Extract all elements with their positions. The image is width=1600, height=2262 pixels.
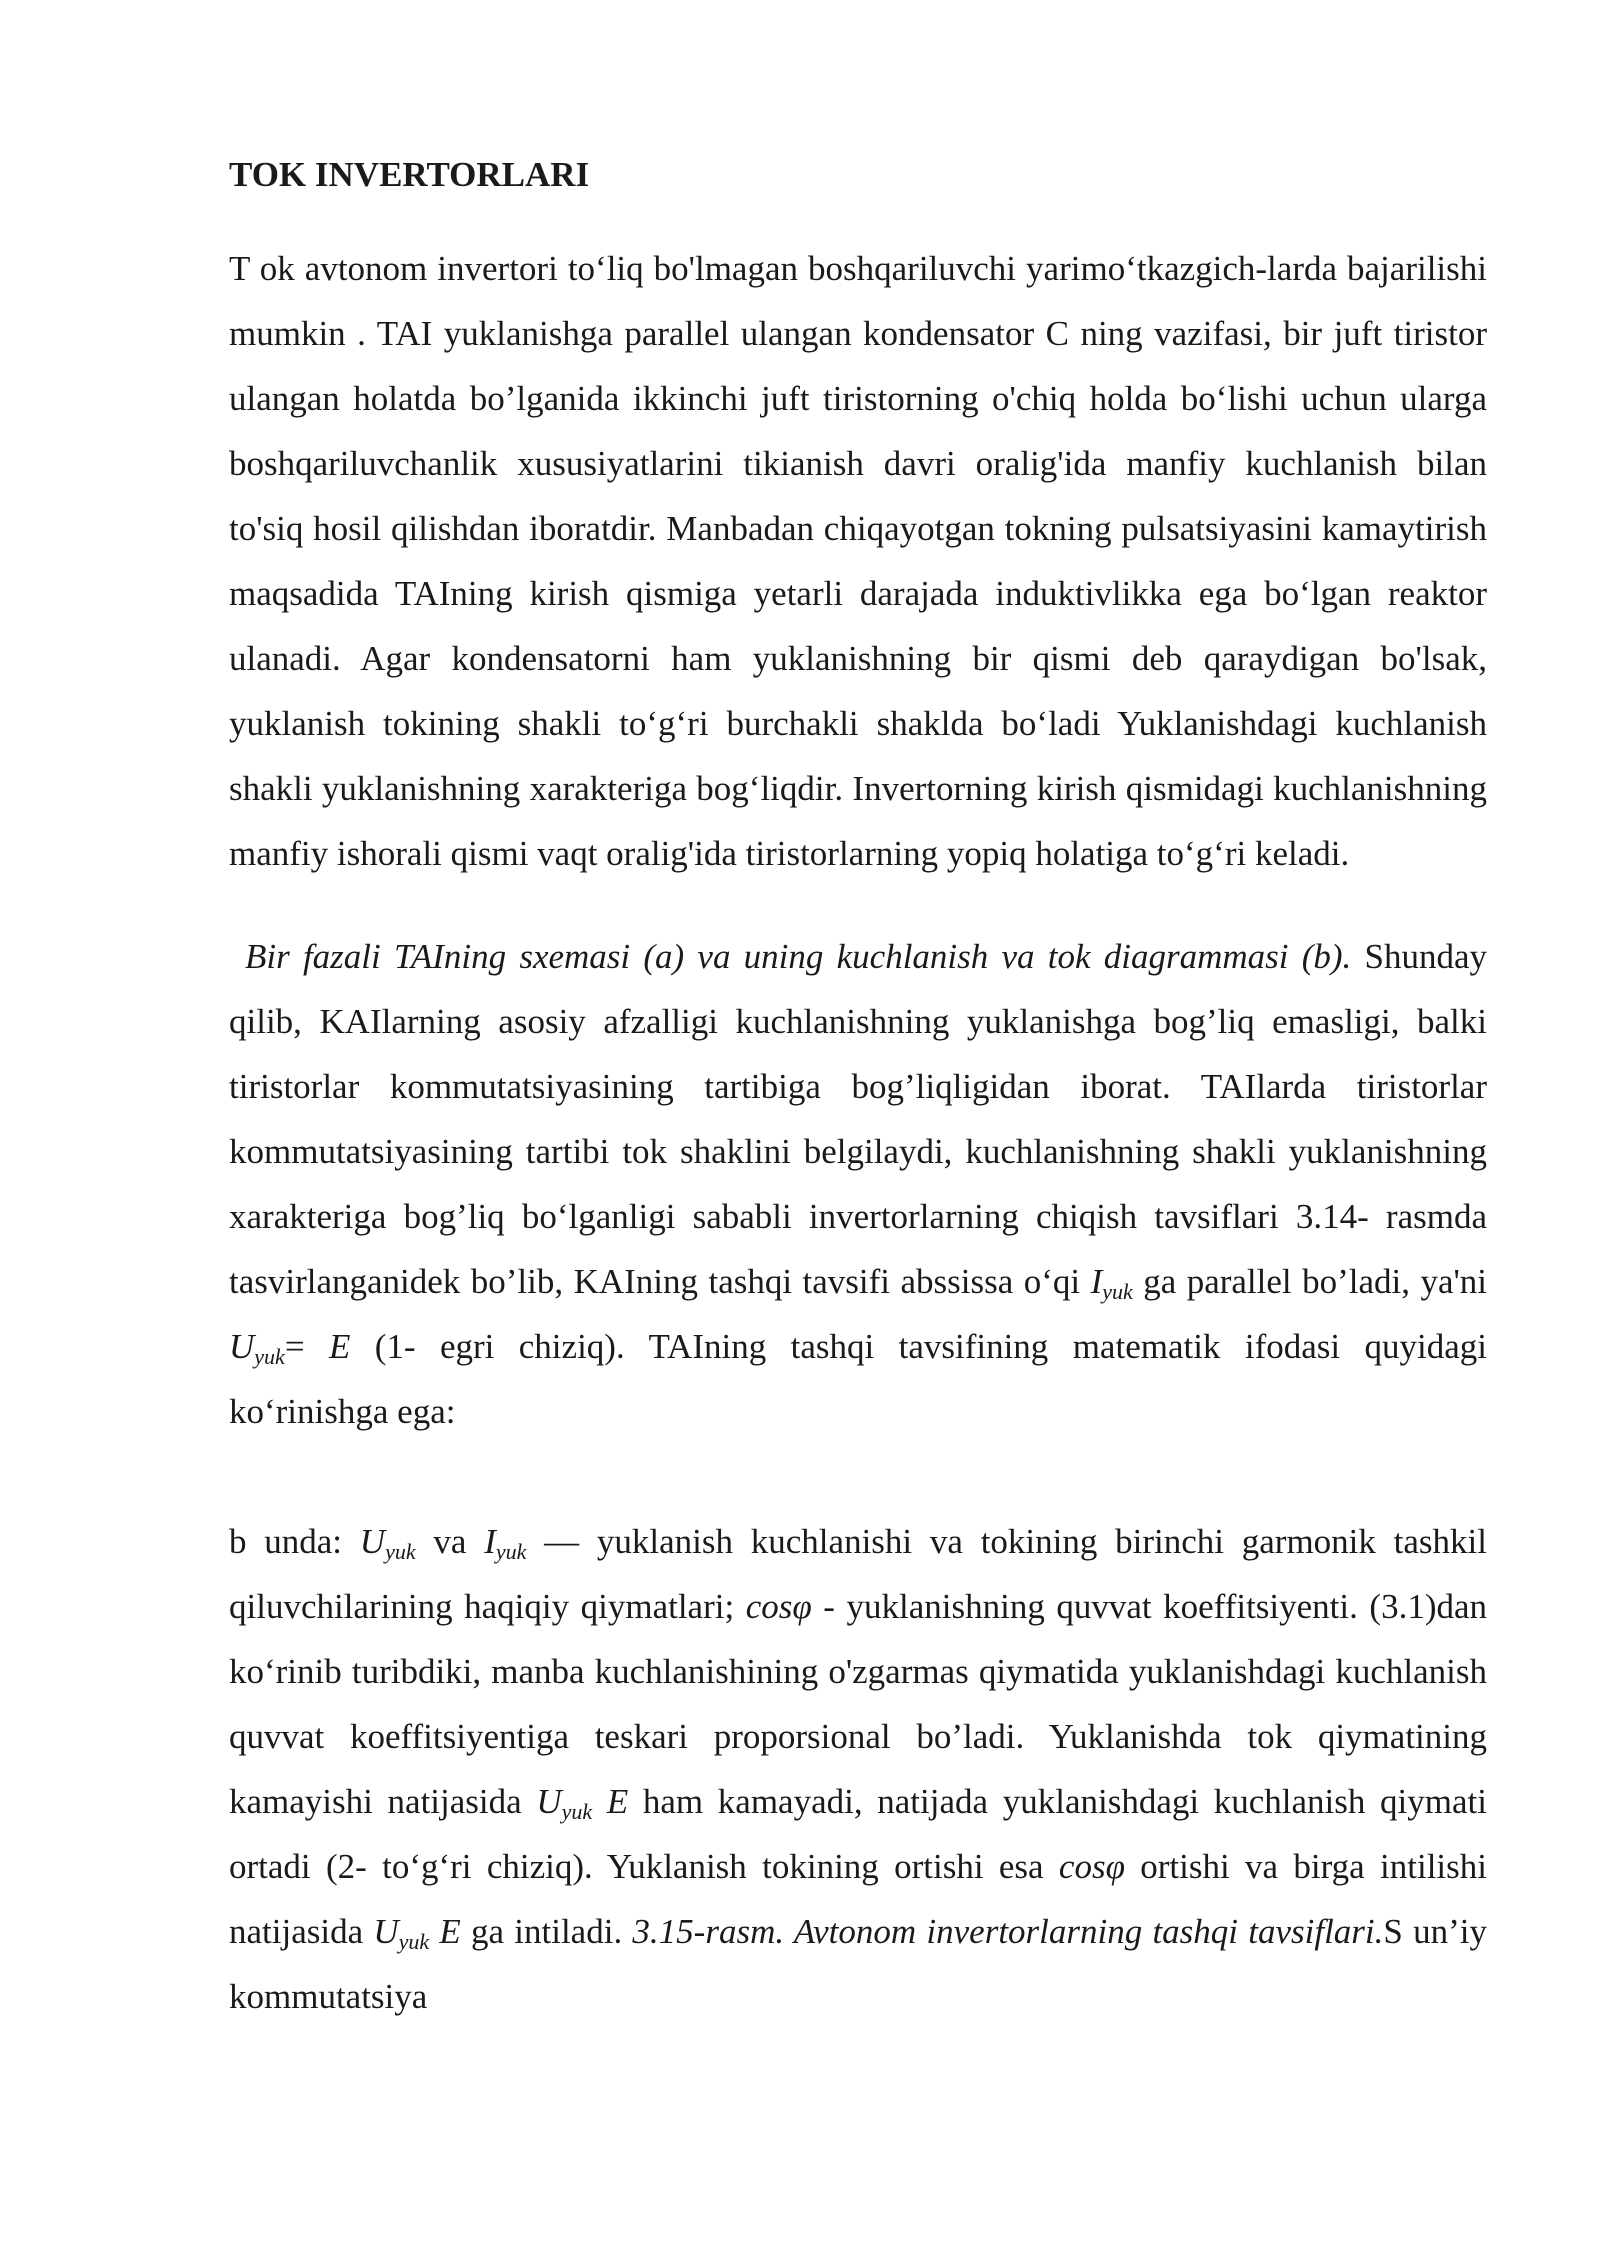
var-u: U [229,1327,255,1366]
var-u-subscript: yuk [254,1344,285,1369]
var-i: I [1090,1262,1103,1301]
var-i: I [484,1522,496,1561]
var-u: U [359,1522,386,1561]
var-u-subscript: yuk [561,1799,593,1824]
paragraph-3-text-a: b unda: [229,1522,360,1561]
paragraph-3-text-b: va [415,1522,485,1561]
var-i-subscript: yuk [495,1539,527,1564]
var-u: U [373,1912,399,1951]
paragraph-3-text-e: ham kamayadi, natijada yuklanishdagi kuchlanish qiymati ortadi (2- to‘g‘ri chiziq). Yuklanish tokining ortishi esa [229,1782,1487,1886]
paragraph-2-text-c: = [284,1327,329,1366]
var-u-subscript: yuk [385,1539,416,1564]
paragraph-3-text-f: ortishi va birga intilishi natijasida [229,1847,1487,1951]
var-e: E [439,1912,461,1951]
paragraph-3-text-c: — yuklanish kuchlanishi va tokining birinchi garmonik tashkil qiluvchilarining haqiqiy qiymatlari; [229,1522,1487,1626]
paragraph-3-space [429,1912,439,1951]
var-u: U [536,1782,562,1821]
var-u-subscript: yuk [398,1929,430,1954]
var-e: E [328,1327,351,1366]
var-i-subscript: yuk [1102,1279,1133,1304]
paragraph-2 [229,924,1487,1444]
var-cosphi: cosφ [1058,1847,1125,1886]
document-body [229,150,1487,2029]
figure-caption-1: Bir fazali TAIning sxemasi (a) va uning kuchlanish va tok diagrammasi (b). [245,937,1352,976]
page-title: TOK INVERTORLARI [229,155,590,194]
paragraph-1: T ok avtonom invertori to‘liq bo'lmagan boshqariluvchi yarimo‘tkazgich-larda bajarilishi mumkin . TAI yuklanishga parallel ulangan kondensator C ning vazifasi, bir juft tiristor ulangan holatda bo’lganida ikkinchi juft tiristorning o'chiq holda bo‘lishi uchun ularga boshqariluvchanlik xususiyatlarini tikianish davri oralig'ida manfiy kuchlanish bilan to'siq hosil qilishdan iboratdir. Manbadan chiqayotgan tokning pulsatsiyasini kamaytirish maqsadida TAIning kirish qismiga yetarli darajada induktivlikka ega bo‘lgan reaktor ulanadi. Agar kondensatorni ham yuklanishning bir qismi deb qaraydigan bo'lsak, yuklanish tokining shakli to‘g‘ri burchakli shaklda bo‘ladi Yuklanishdagi kuchlanish shakli yuklanishning xarakteriga bog‘liqdir. Invertorning kirish qismidagi kuchlanishning manfiy ishorali qismi vaqt oralig'ida tiristorlarning yopiq holatiga to‘g‘ri keladi. [229,249,1487,873]
paragraph-2-text-b: ga parallel bo’ladi, ya'ni [1132,1262,1488,1301]
paragraph-2-text-a: Shunday qilib, KAIlarning asosiy afzalligi kuchlanishning yuklanishga bog’liq emasligi, balki tiristorlar kommutatsiyasining tartibiga bog’liqligidan iborat. TAIlarda tiristorlar kommutatsiyasining tartibi tok shaklini belgilaydi, kuchlanishning shakli yuklanishning xarakteriga bog’liq bo‘lganligi sababli invertorlarning chiqish tavsiflari 3.14- rasmda tasvirlanganidek bo’lib, KAIning tashqi tavsifi abssissa o‘qi [229,937,1487,1301]
paragraph-2-text-d: (1- egri chiziq). TAIning tashqi tavsifining matematik ifodasi quyidagi ko‘rinishga ega: [229,1327,1487,1431]
paragraph-3-space [592,1782,607,1821]
var-cosphi: cosφ [745,1587,812,1626]
var-e: E [606,1782,629,1821]
figure-caption-2: 3.15-rasm. Avtonom invertorlarning tashqi tavsiflari. [632,1912,1384,1951]
paragraph-3-text-g: ga intiladi. [460,1912,633,1951]
paragraph-3 [229,1509,1487,2029]
paragraph-3-text-d: - yuklanishning quvvat koeffitsiyenti. (3.1)dan ko‘rinib turibdiki, manba kuchlanishining o'zgarmas qiymatida yuklanishdagi kuchlanish quvvat koeffitsiyentiga teskari proporsional bo’ladi. Yuklanishda tok qiymatining kamayishi natijasida [229,1587,1488,1821]
paragraph-3-text-h: S un’iy kommutatsiya [229,1912,1487,2016]
